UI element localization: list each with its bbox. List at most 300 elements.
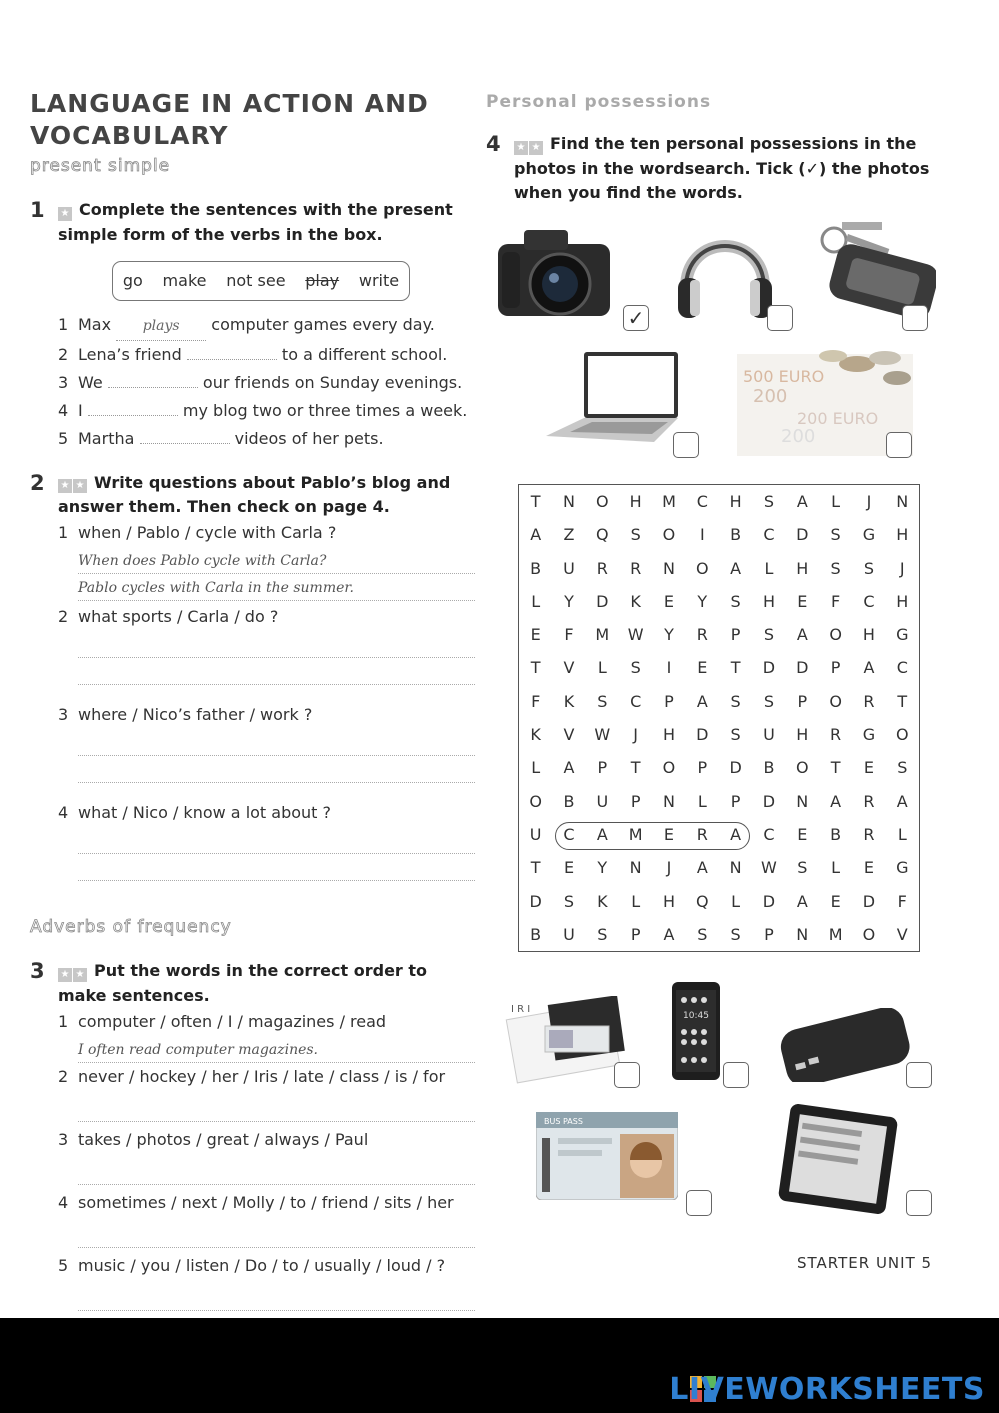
- answer-line[interactable]: [78, 1221, 475, 1248]
- grid-letter[interactable]: L: [731, 891, 741, 911]
- grid-letter[interactable]: D: [729, 758, 742, 778]
- grid-letter[interactable]: H: [662, 891, 675, 911]
- grid-letter[interactable]: W: [761, 858, 777, 878]
- grid-letter[interactable]: R: [830, 725, 842, 745]
- grid-letter[interactable]: D: [762, 791, 776, 811]
- tick-box-camera[interactable]: ✓: [623, 305, 649, 331]
- grid-letter[interactable]: F: [897, 891, 907, 911]
- tick-box-keys[interactable]: [902, 305, 928, 331]
- item-prompt: sometimes / next / Molly / to / friend / sits / her: [78, 1192, 454, 1212]
- answer-line[interactable]: [78, 756, 475, 783]
- answer-blank[interactable]: [108, 387, 198, 388]
- answer-line[interactable]: [78, 631, 475, 658]
- grid-letter[interactable]: G: [896, 625, 909, 645]
- answer-blank[interactable]: [88, 415, 178, 416]
- item-prompt: takes / photos / great / always / Paul: [78, 1129, 369, 1149]
- item-number: 5: [58, 1255, 69, 1275]
- grid-letter[interactable]: L: [597, 658, 607, 678]
- item-number: 3: [58, 1129, 69, 1149]
- grid-letter[interactable]: H: [796, 725, 809, 745]
- item-number: 4: [58, 400, 69, 420]
- grid-letter[interactable]: F: [531, 691, 541, 711]
- grid-letter[interactable]: V: [563, 725, 575, 745]
- grid-letter[interactable]: B: [830, 824, 842, 844]
- grid-letter[interactable]: J: [899, 558, 905, 578]
- grid-letter[interactable]: U: [596, 791, 609, 811]
- grid-letter[interactable]: D: [696, 725, 709, 745]
- grid-letter[interactable]: D: [762, 658, 776, 678]
- grid-letter[interactable]: T: [830, 758, 841, 778]
- item-number: 5: [58, 428, 69, 448]
- grid-letter[interactable]: B: [730, 525, 742, 545]
- grid-letter[interactable]: A: [696, 691, 708, 711]
- grid-letter[interactable]: W: [627, 625, 644, 645]
- grid-letter[interactable]: L: [697, 791, 707, 811]
- exercise-number: 4: [486, 132, 501, 156]
- star-icon: ★: [73, 968, 87, 982]
- grid-row: [519, 751, 919, 784]
- grid-letter[interactable]: E: [663, 824, 675, 844]
- grid-letter[interactable]: K: [630, 591, 641, 611]
- grid-letter[interactable]: T: [530, 658, 541, 678]
- grid-letter[interactable]: S: [797, 858, 808, 878]
- grid-letter[interactable]: C: [863, 591, 875, 611]
- answer-blank[interactable]: [140, 443, 230, 444]
- grid-letter[interactable]: S: [730, 591, 741, 611]
- grid-letter[interactable]: S: [763, 492, 775, 511]
- answer-line[interactable]: [78, 854, 475, 881]
- grid-letter[interactable]: V: [563, 658, 575, 678]
- grid-letter[interactable]: H: [762, 591, 775, 611]
- section-personal-possessions: Personal possessions: [486, 92, 712, 112]
- grid-letter[interactable]: O: [829, 691, 842, 711]
- grid-letter[interactable]: E: [863, 758, 874, 778]
- grid-letter[interactable]: E: [863, 858, 874, 878]
- grid-row: [519, 585, 919, 618]
- grid-letter[interactable]: C: [763, 525, 775, 545]
- grid-letter[interactable]: S: [630, 525, 641, 545]
- grid-letter[interactable]: A: [896, 791, 908, 811]
- grid-letter[interactable]: N: [662, 558, 675, 578]
- grid-letter[interactable]: P: [664, 691, 674, 711]
- grid-letter[interactable]: R: [696, 824, 708, 844]
- page-title: [30, 88, 475, 152]
- unit-label: STARTER UNIT 5: [797, 1254, 933, 1272]
- tick-box-money[interactable]: [886, 432, 912, 458]
- grid-letter[interactable]: P: [830, 658, 841, 678]
- tablet-photo: [774, 1104, 898, 1214]
- exercise-2-items: [30, 519, 475, 881]
- brand-name[interactable]: LIVEWORKSHEETS: [669, 1372, 985, 1407]
- answer-line[interactable]: [78, 658, 475, 685]
- grid-row: [519, 918, 919, 951]
- passport-photo: [505, 996, 629, 1086]
- grid-letter[interactable]: S: [597, 691, 608, 711]
- grid-letter[interactable]: A: [796, 891, 808, 911]
- grid-letter[interactable]: M: [628, 824, 643, 844]
- grid-letter[interactable]: K: [597, 891, 608, 911]
- grid-letter[interactable]: O: [895, 725, 909, 745]
- found-word-circle-camera: [555, 822, 750, 850]
- item-prompt: where / Nico’s father / work ?: [78, 705, 313, 724]
- grid-letter[interactable]: D: [796, 525, 809, 545]
- grid-letter[interactable]: P: [630, 791, 641, 811]
- grid-letter[interactable]: E: [797, 824, 808, 844]
- grid-letter[interactable]: L: [764, 558, 774, 578]
- grid-row: [519, 618, 919, 651]
- grid-letter[interactable]: U: [529, 824, 542, 844]
- exercise-number: 3: [30, 959, 45, 983]
- grid-letter[interactable]: P: [697, 758, 708, 778]
- grid-letter[interactable]: A: [796, 625, 808, 645]
- grid-row: [519, 552, 919, 585]
- grid-letter[interactable]: R: [596, 558, 608, 578]
- grid-row: [519, 718, 919, 751]
- grid-letter[interactable]: Z: [563, 525, 575, 545]
- banknote-text: 200 EURO: [797, 409, 879, 428]
- star-icon: ★: [514, 141, 528, 155]
- item-number: 4: [58, 803, 69, 822]
- grid-letter[interactable]: N: [896, 492, 909, 511]
- item-prompt: computer / often / I / magazines / read: [78, 1011, 387, 1031]
- grid-letter[interactable]: S: [730, 924, 741, 944]
- wordsearch-grid: [518, 484, 920, 952]
- left-column: [30, 88, 475, 1311]
- grid-letter[interactable]: P: [630, 924, 641, 944]
- grid-letter[interactable]: A: [730, 558, 742, 578]
- grid-letter[interactable]: B: [763, 758, 775, 778]
- list-item: [30, 603, 475, 631]
- banknote-text: 200: [781, 426, 816, 447]
- answer-line[interactable]: When does Pablo cycle with Carla?: [78, 547, 475, 574]
- item-text: I: [78, 400, 83, 420]
- list-item: [30, 1252, 475, 1280]
- grid-letter[interactable]: E: [797, 591, 808, 611]
- grid-letter[interactable]: R: [696, 625, 708, 645]
- item-number: 2: [58, 607, 69, 626]
- grid-letter[interactable]: O: [829, 625, 842, 645]
- answer-blank[interactable]: [187, 359, 277, 360]
- item-number: 3: [58, 705, 69, 724]
- answer-line[interactable]: Pablo cycles with Carla in the summer.: [78, 574, 475, 601]
- grid-letter[interactable]: S: [730, 691, 741, 711]
- tick-box-tablet[interactable]: [906, 1190, 932, 1216]
- list-item: [30, 311, 475, 341]
- list-item: [30, 369, 475, 397]
- item-text: our friends on Sunday evenings.: [202, 372, 463, 392]
- exercise-3-items: [30, 1008, 475, 1311]
- item-text: my blog two or three times a week.: [182, 400, 468, 420]
- answer-line[interactable]: [78, 827, 475, 854]
- grid-letter[interactable]: U: [763, 725, 775, 745]
- grid-letter[interactable]: O: [862, 924, 876, 944]
- grid-letter[interactable]: E: [563, 858, 575, 878]
- grid-letter[interactable]: N: [796, 791, 809, 811]
- difficulty-stars: [58, 471, 88, 495]
- box-word: go: [122, 271, 143, 290]
- item-prompt: what sports / Carla / do ?: [78, 607, 279, 626]
- grid-letter[interactable]: S: [597, 924, 608, 944]
- list-item: [30, 1063, 475, 1091]
- grid-letter[interactable]: A: [730, 824, 742, 844]
- grid-letter[interactable]: S: [763, 691, 775, 711]
- item-text: Martha: [78, 428, 135, 448]
- grid-letter[interactable]: S: [730, 725, 741, 745]
- grid-letter[interactable]: N: [662, 791, 675, 811]
- grid-letter[interactable]: E: [663, 591, 675, 611]
- box-word: not see: [226, 271, 286, 290]
- camera-photo: [494, 222, 616, 322]
- grid-letter[interactable]: T: [630, 758, 641, 778]
- grid-letter[interactable]: H: [729, 492, 742, 511]
- keys-photo: [808, 212, 936, 316]
- answer-line[interactable]: [78, 1284, 475, 1311]
- grid-letter[interactable]: Q: [596, 525, 609, 545]
- grid-letter[interactable]: N: [563, 492, 575, 511]
- grid-letter[interactable]: C: [896, 658, 908, 678]
- grid-letter[interactable]: K: [530, 725, 541, 745]
- grid-letter[interactable]: Y: [697, 591, 708, 611]
- grid-letter[interactable]: L: [831, 858, 841, 878]
- grid-letter[interactable]: O: [795, 758, 809, 778]
- box-word: make: [162, 271, 207, 290]
- grid-letter[interactable]: O: [696, 558, 709, 578]
- svg-text:I R I: I R I: [511, 1004, 531, 1015]
- grid-letter[interactable]: B: [563, 791, 575, 811]
- grid-letter[interactable]: R: [630, 558, 642, 578]
- grid-letter[interactable]: G: [896, 858, 909, 878]
- item-prompt: when / Pablo / cycle with Carla ?: [78, 523, 337, 542]
- grid-letter[interactable]: C: [696, 492, 708, 511]
- grid-letter[interactable]: Y: [597, 858, 608, 878]
- mobile-phone-photo: [670, 980, 722, 1082]
- grid-letter[interactable]: D: [762, 891, 776, 911]
- grid-letter[interactable]: U: [563, 924, 575, 944]
- exercise-2-heading: [30, 471, 475, 520]
- answer-line[interactable]: [78, 1095, 475, 1122]
- grid-letter[interactable]: T: [897, 691, 908, 711]
- title-line-1: LANGUAGE IN ACTION AND: [30, 89, 429, 118]
- grid-letter[interactable]: R: [863, 824, 875, 844]
- exercise-instruction: Put the words in the correct order to make sentences.: [58, 961, 428, 1005]
- grid-letter[interactable]: A: [696, 858, 708, 878]
- grid-letter[interactable]: S: [897, 758, 908, 778]
- exercise-number: 1: [30, 198, 45, 222]
- grid-letter[interactable]: C: [630, 691, 642, 711]
- grid-letter[interactable]: M: [828, 924, 843, 944]
- list-item: [30, 701, 475, 729]
- answer-line[interactable]: I often read computer magazines.: [78, 1036, 475, 1063]
- grid-letter[interactable]: N: [629, 858, 642, 878]
- grid-letter[interactable]: S: [697, 924, 708, 944]
- grid-letter[interactable]: T: [530, 492, 541, 511]
- grid-row: [519, 785, 919, 818]
- grid-letter[interactable]: B: [530, 558, 542, 578]
- difficulty-stars: [514, 133, 544, 157]
- grid-letter[interactable]: G: [862, 725, 876, 745]
- grid-letter[interactable]: L: [897, 824, 907, 844]
- bus-pass-label: BUS PASS: [544, 1117, 583, 1126]
- tick-box-bus-pass[interactable]: [686, 1190, 712, 1216]
- grid-letter[interactable]: H: [796, 558, 809, 578]
- exercise-instruction: Find the ten personal possessions in the photos in the wordsearch. Tick (✓) the photos when you find the words.: [514, 134, 930, 202]
- grid-letter[interactable]: L: [831, 492, 841, 511]
- grid-letter[interactable]: C: [763, 824, 775, 844]
- grid-letter[interactable]: R: [863, 791, 875, 811]
- grid-letter[interactable]: F: [564, 625, 574, 645]
- grid-letter[interactable]: H: [862, 625, 875, 645]
- grid-letter[interactable]: S: [630, 658, 641, 678]
- grid-letter[interactable]: N: [796, 924, 809, 944]
- grid-letter[interactable]: B: [530, 924, 542, 944]
- item-number: 2: [58, 1066, 69, 1086]
- grid-letter[interactable]: D: [796, 658, 809, 678]
- grid-letter[interactable]: O: [529, 791, 542, 811]
- list-item: [30, 341, 475, 369]
- grid-letter[interactable]: D: [596, 591, 609, 611]
- exercise-3-heading: [30, 959, 475, 1008]
- grid-letter[interactable]: H: [629, 492, 642, 511]
- grid-letter[interactable]: O: [662, 525, 676, 545]
- grid-letter[interactable]: Q: [696, 891, 709, 911]
- power-bank-photo: [776, 1008, 912, 1082]
- grid-letter[interactable]: S: [830, 525, 841, 545]
- tick-box-passport[interactable]: [614, 1062, 640, 1088]
- grid-letter[interactable]: K: [563, 691, 575, 711]
- item-number: 1: [58, 523, 69, 542]
- grid-letter[interactable]: E: [830, 891, 841, 911]
- grid-letter[interactable]: L: [531, 591, 541, 611]
- exercise-1-items: [30, 311, 475, 453]
- item-prompt: music / you / listen / Do / to / usually / loud / ?: [78, 1255, 446, 1275]
- grid-letter[interactable]: P: [764, 924, 774, 944]
- item-text: Max: [78, 314, 112, 334]
- tick-box-laptop[interactable]: [673, 432, 699, 458]
- grid-letter[interactable]: P: [730, 791, 741, 811]
- grid-letter[interactable]: V: [896, 924, 908, 944]
- grid-letter[interactable]: E: [697, 658, 708, 678]
- answer-blank[interactable]: plays: [116, 312, 206, 341]
- box-word-used: play: [305, 271, 340, 290]
- exercise-4-heading: [486, 132, 956, 205]
- grid-letter[interactable]: M: [662, 492, 676, 511]
- list-item: [30, 799, 475, 827]
- grid-letter[interactable]: H: [662, 725, 675, 745]
- list-item: [30, 425, 475, 453]
- grid-letter[interactable]: O: [596, 492, 609, 511]
- grid-letter[interactable]: U: [563, 558, 575, 578]
- grid-letter[interactable]: L: [631, 891, 641, 911]
- exercise-number: 2: [30, 470, 45, 495]
- grid-letter[interactable]: L: [531, 758, 541, 778]
- grid-row: [519, 485, 919, 518]
- item-number: 1: [58, 314, 69, 334]
- title-line-2: VOCABULARY: [30, 121, 229, 150]
- grid-letter[interactable]: A: [663, 924, 675, 944]
- grid-letter[interactable]: J: [666, 858, 672, 878]
- grid-letter[interactable]: P: [797, 691, 808, 711]
- list-item: [30, 1189, 475, 1217]
- word-box: [112, 261, 410, 301]
- answer-line[interactable]: [78, 729, 475, 756]
- grid-row: [519, 651, 919, 684]
- grid-letter[interactable]: R: [863, 691, 875, 711]
- grid-letter[interactable]: I: [699, 525, 705, 545]
- tick-box-power-bank[interactable]: [906, 1062, 932, 1088]
- box-word: write: [358, 271, 400, 290]
- grid-letter[interactable]: A: [830, 791, 842, 811]
- grid-letter[interactable]: J: [866, 492, 872, 511]
- grid-letter[interactable]: A: [596, 824, 608, 844]
- exercise-instruction: Write questions about Pablo’s blog and answer them. Then check on page 4.: [58, 472, 451, 516]
- item-number: 2: [58, 344, 69, 364]
- item-text: computer games every day.: [211, 314, 435, 334]
- grid-letter[interactable]: F: [831, 591, 841, 611]
- answer-line[interactable]: [78, 1158, 475, 1185]
- grid-letter[interactable]: H: [896, 591, 909, 611]
- grid-letter[interactable]: P: [597, 758, 608, 778]
- grid-letter[interactable]: D: [529, 891, 542, 911]
- grid-letter[interactable]: T: [530, 858, 541, 878]
- item-prompt: what / Nico / know a lot about ?: [78, 803, 332, 822]
- list-item: [30, 397, 475, 425]
- list-item: [30, 519, 475, 547]
- difficulty-stars: [58, 960, 88, 984]
- grid-letter[interactable]: E: [530, 625, 541, 645]
- item-text: videos of her pets.: [234, 428, 384, 448]
- grid-row: [519, 518, 919, 551]
- item-prompt: never / hockey / her / Iris / late / class / is / for: [78, 1066, 446, 1086]
- grid-letter[interactable]: Y: [664, 625, 674, 645]
- list-item: [30, 1008, 475, 1036]
- bus-pass-photo: [536, 1112, 678, 1200]
- grid-letter[interactable]: H: [896, 525, 909, 545]
- grid-letter[interactable]: G: [862, 525, 876, 545]
- laptop-photo: [544, 348, 680, 444]
- phone-clock: 10:45: [683, 1011, 709, 1021]
- item-number: 3: [58, 372, 69, 392]
- star-icon: ★: [58, 207, 72, 221]
- grid-letter[interactable]: Y: [564, 591, 574, 611]
- section-adverbs-of-frequency: Adverbs of frequency: [30, 917, 232, 937]
- grid-letter[interactable]: N: [729, 858, 742, 878]
- grid-letter[interactable]: A: [796, 492, 808, 511]
- exercise-1-heading: [30, 198, 475, 247]
- grid-letter[interactable]: C: [563, 824, 575, 844]
- grid-letter[interactable]: O: [662, 758, 676, 778]
- grid-row: [519, 685, 919, 718]
- grid-letter[interactable]: M: [595, 625, 610, 645]
- grid-letter[interactable]: P: [730, 625, 741, 645]
- grid-letter[interactable]: W: [594, 725, 611, 745]
- grid-letter[interactable]: S: [563, 891, 575, 911]
- grid-letter[interactable]: A: [530, 525, 542, 545]
- grid-letter[interactable]: S: [763, 625, 775, 645]
- grid-letter[interactable]: S: [863, 558, 875, 578]
- exercise-instruction: Complete the sentences with the present simple form of the verbs in the box.: [58, 200, 453, 244]
- star-icon: ★: [73, 479, 87, 493]
- grid-letter[interactable]: S: [830, 558, 841, 578]
- grid-letter[interactable]: A: [563, 758, 575, 778]
- grid-letter[interactable]: I: [666, 658, 672, 678]
- list-item: [30, 1126, 475, 1154]
- grid-letter[interactable]: T: [730, 658, 741, 678]
- grid-letter[interactable]: J: [633, 725, 638, 745]
- grid-letter[interactable]: A: [863, 658, 875, 678]
- tick-box-mobile-phone[interactable]: [723, 1062, 749, 1088]
- grid-letter[interactable]: D: [862, 891, 876, 911]
- tick-box-headphones[interactable]: [767, 305, 793, 331]
